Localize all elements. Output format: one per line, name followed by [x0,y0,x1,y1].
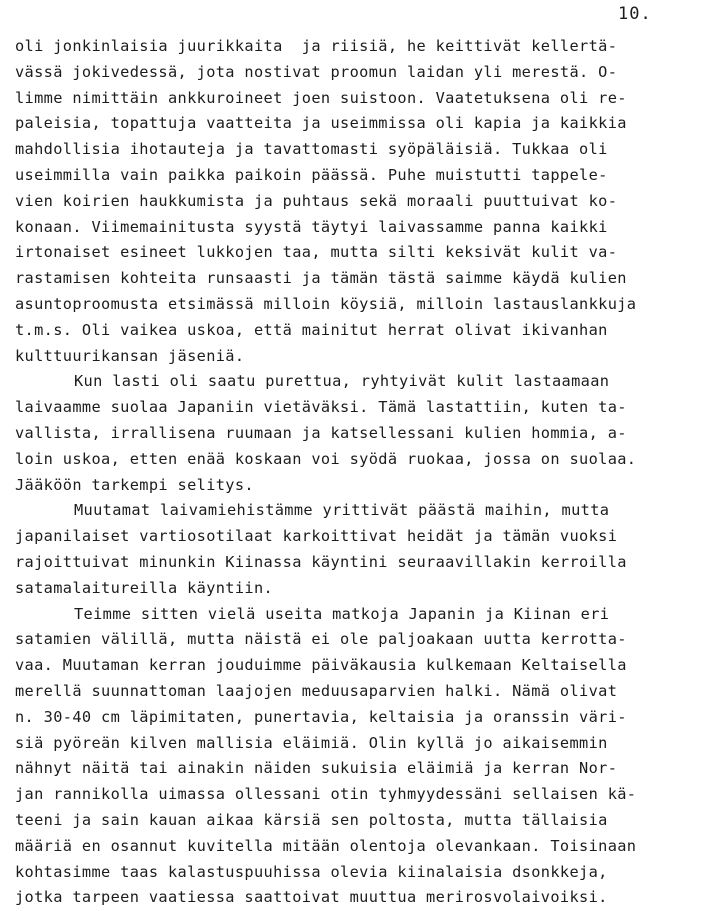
body-text [15,34,695,911]
paragraph-first-line: Muutamat laivamiehistämme yrittivät päästä maihin, mutta [74,501,610,520]
text-line: jotka tarpeen vaatiessa saattoivat muuttua merirosvolaivoiksi. [15,888,608,907]
text-line: konaan. Viimemainitusta syystä täytyi laivassamme panna kaikki [15,217,608,236]
text-line: japanilaiset vartiosotilaat karkoittivat heidät ja tämän vuoksi [15,527,618,546]
text-line: laivaamme suolaa Japaniin vietäväksi. Tämä lastattiin, kuten ta- [15,398,627,417]
text-line: määriä en osannut kuvitella mitään olentoja olevankaan. Toisinaan [15,836,637,855]
text-line: teeni ja sain kauan aikaa kärsiä sen poltosta, mutta tällaisia [15,810,608,829]
text-line: n. 30-40 cm läpimitaten, punertavia, keltaisia ja oranssin väri- [15,707,627,726]
text-line: limme nimittäin ankkuroineet joen suistoon. Vaatetuksena oli re- [15,88,627,107]
text-line: vien koirien haukkumista ja puhtaus sekä moraali puuttuivat ko- [15,191,618,210]
text-line: nähnyt näitä tai ainakin näiden sukuisia eläimiä ja kerran Nor- [15,759,618,778]
text-line: oli jonkinlaisia juurikkaita ja riisiä, he keittivät kellertä- [15,37,618,55]
text-line: useimmilla vain paikka paikoin päässä. Puhe muistutti tappele- [15,165,608,184]
text-line: loin uskoa, etten enää koskaan voi syödä ruokaa, jossa on suolaa. [15,449,637,468]
text-line: kulttuurikansan jäseniä. [15,346,245,365]
text-line: t.m.s. Oli vaikea uskoa, että mainitut herrat olivat ikivanhan [15,320,608,339]
text-line: irtonaiset esineet lukkojen taa, mutta silti keksivät kulit va- [15,243,618,262]
paragraph-first-line: Teimme sitten vielä useita matkoja Japanin ja Kiinan eri [74,604,610,623]
text-line: rastamisen kohteita runsaasti ja tämän tästä saimme käydä kulien [15,269,627,288]
text-line: mahdollisia ihotauteja ja tavattomasti syöpäläisiä. Tukkaa oli [15,140,608,159]
text-line: vässä jokivedessä, jota nostivat proomun laidan yli merestä. O- [15,62,618,81]
text-line: asuntoproomusta etsimässä milloin köysiä, milloin lastauslankkuja [15,294,637,313]
page-number: 10. [618,4,652,24]
text-line: merellä suunnattoman laajojen meduusaparvien halki. Nämä olivat [15,681,618,700]
paragraph-first-line: Kun lasti oli saatu purettua, ryhtyivät kulit lastaamaan [74,372,610,391]
text-line: rajoittuivat minunkin Kiinassa käyntini seuraavillakin kerroilla [15,552,627,571]
text-line: jan rannikolla uimassa ollessani otin tyhmyydessäni sellaisen kä- [15,785,637,804]
text-line: siä pyöreän kilven mallisia eläimiä. Olin kyllä jo aikaisemmin [15,733,608,752]
text-line: Jääköön tarkempi selitys. [15,475,254,494]
text-line: vallista, irrallisena ruumaan ja katsellessani kulien hommia, a- [15,423,627,442]
text-line: paleisia, topattuja vaatteita ja useimmissa oli kapia ja kaikkia [15,114,627,133]
text-line: satamalaitureilla käyntiin. [15,578,274,597]
text-line: vaa. Muutaman kerran jouduimme päiväkausia kulkemaan Keltaisella [15,656,627,675]
text-line: satamien välillä, mutta näistä ei ole paljoakaan uutta kerrotta- [15,630,627,649]
text-line: kohtasimme taas kalastuspuuhissa olevia kiinalaisia dsonkkeja, [15,862,608,881]
